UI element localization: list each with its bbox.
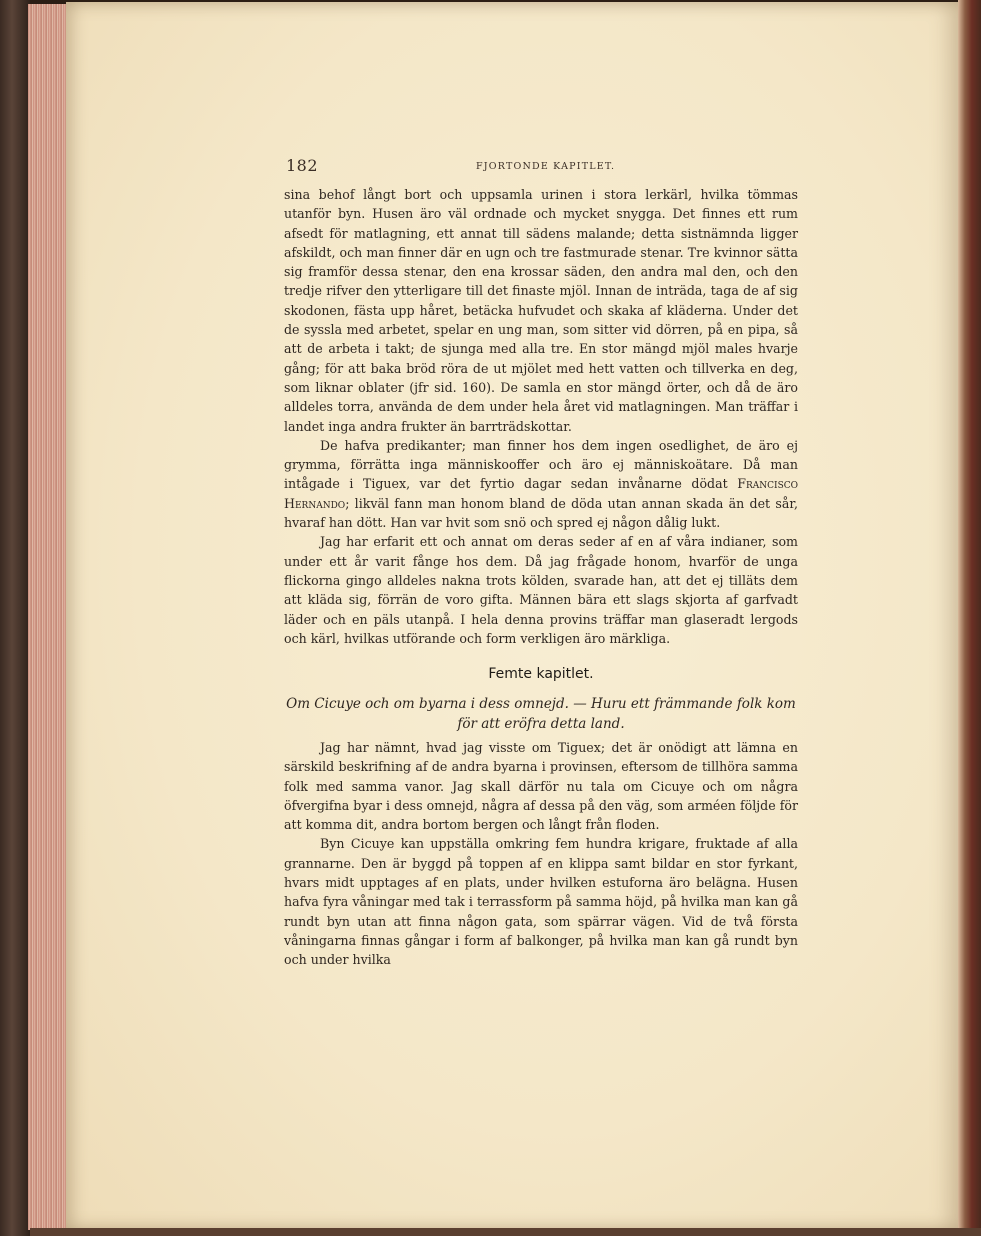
book-bottom-edge: [30, 1228, 981, 1236]
page-number: 182: [286, 156, 319, 175]
paragraph: Jag har nämnt, hvad jag visste om Tiguex; det är onödigt att lämna en särskild beskrifning af de andra byarna i provinsen, eftersom de tillhöra samma folk med samma vanor. Jag skall därför nu tala om Cicuye och om några öfvergifna byar i dess omnejd, några af dessa på den väg, som arméen följde för att komma dit, andra bortom bergen och långt från floden.: [284, 740, 798, 833]
chapter-summary: Om Cicuye och om byarna i dess omnejd. — Huru ett främmande folk kom för att eröfra detta land.: [286, 696, 796, 732]
chapter-heading: Femte kapitlet.: [488, 666, 594, 682]
paragraph: sina behof långt bort och uppsamla urinen i stora lerkärl, hvilka tömmas utanför byn. Husen äro väl ordnade och mycket snygga. Det finnes ett rum afsedt för matlagning, ett annat till sädens malande; detta sistnämnda ligger afskildt, och man finner där en ugn och tre fastmurade stenar. Tre kvinnor sätta sig framför dessa stenar, den ena krossar säden, den andra mal den, och den tredje rifver den ytterligare till det finaste mjöl. Innan de inträda, taga de af sig skodonen, fästa upp håret, betäcka hufvudet och skaka af kläderna. Under det de syssla med arbetet, spelar en ung man, som sitter vid dörren, på en pipa, så att de arbeta i takt; de sjunga med alla tre. En stor mängd mjöl males hvarje gång; för att baka bröd röra de ut mjölet med hett vatten och tillverka en deg, som liknar oblater (jfr sid. 160). De samla en stor mängd örter, och då de äro alldeles torra, använda de dem under hela året vid matlagningen. Man träffar i landet inga andra frukter än barrträdskottar.: [284, 187, 798, 434]
book-binding-right: [958, 0, 981, 1236]
page-edges: [28, 4, 69, 1230]
paragraph: [284, 436, 798, 532]
paragraph-text: De hafva predikanter; man finner hos dem ingen osedlighet, de äro ej grymma, förrätta inga människooffer och äro ej människoätare. Då man intågade i Tiguex, var det fyrtio dagar sedan invånarne dödat: [284, 437, 798, 492]
running-head: FJORTONDE KAPITLET.: [476, 161, 616, 172]
book-binding-left: [0, 0, 30, 1236]
person-name: Francisco Hernando: [284, 476, 798, 511]
paragraph-text: ; likväl fann man honom bland de döda utan annan skada än det sår, hvaraf han dött. Han var hvit som snö och spred ej någon dålig lukt.: [284, 495, 798, 531]
page-header: [286, 156, 798, 178]
body-text: [284, 185, 798, 648]
body-text-2: [284, 738, 798, 970]
paragraph: Byn Cicuye kan uppställa omkring fem hundra krigare, fruktade af alla grannarne. Den är byggd på toppen af en klippa samt bildar en stor fyrkant, hvars midt upptages af en plats, under hvilken estuforna äro belägna. Husen hafva fyra våningar med tak i terrassform på samma höjd, på hvilka man kan gå rundt byn utan att finna någon gata, som spärrar vägen. Vid de två första våningarna finnas gångar i form af balkonger, på hvilka man kan gå rundt byn och under hvilka: [284, 836, 798, 968]
paragraph: Jag har erfarit ett och annat om deras seder af en af våra indianer, som under ett år varit fånge hos dem. Då jag frågade honom, hvarför de unga flickorna gingo alldeles nakna trots kölden, svarade han, att det ej tilläts dem att kläda sig, förrän de voro gifta. Männen bära ett slags skjorta af garfvadt läder och en päls utanpå. I hela denna provins träffar man glaseradt lergods och kärl, hvilkas utförande och form verkligen äro märkliga.: [284, 534, 798, 646]
